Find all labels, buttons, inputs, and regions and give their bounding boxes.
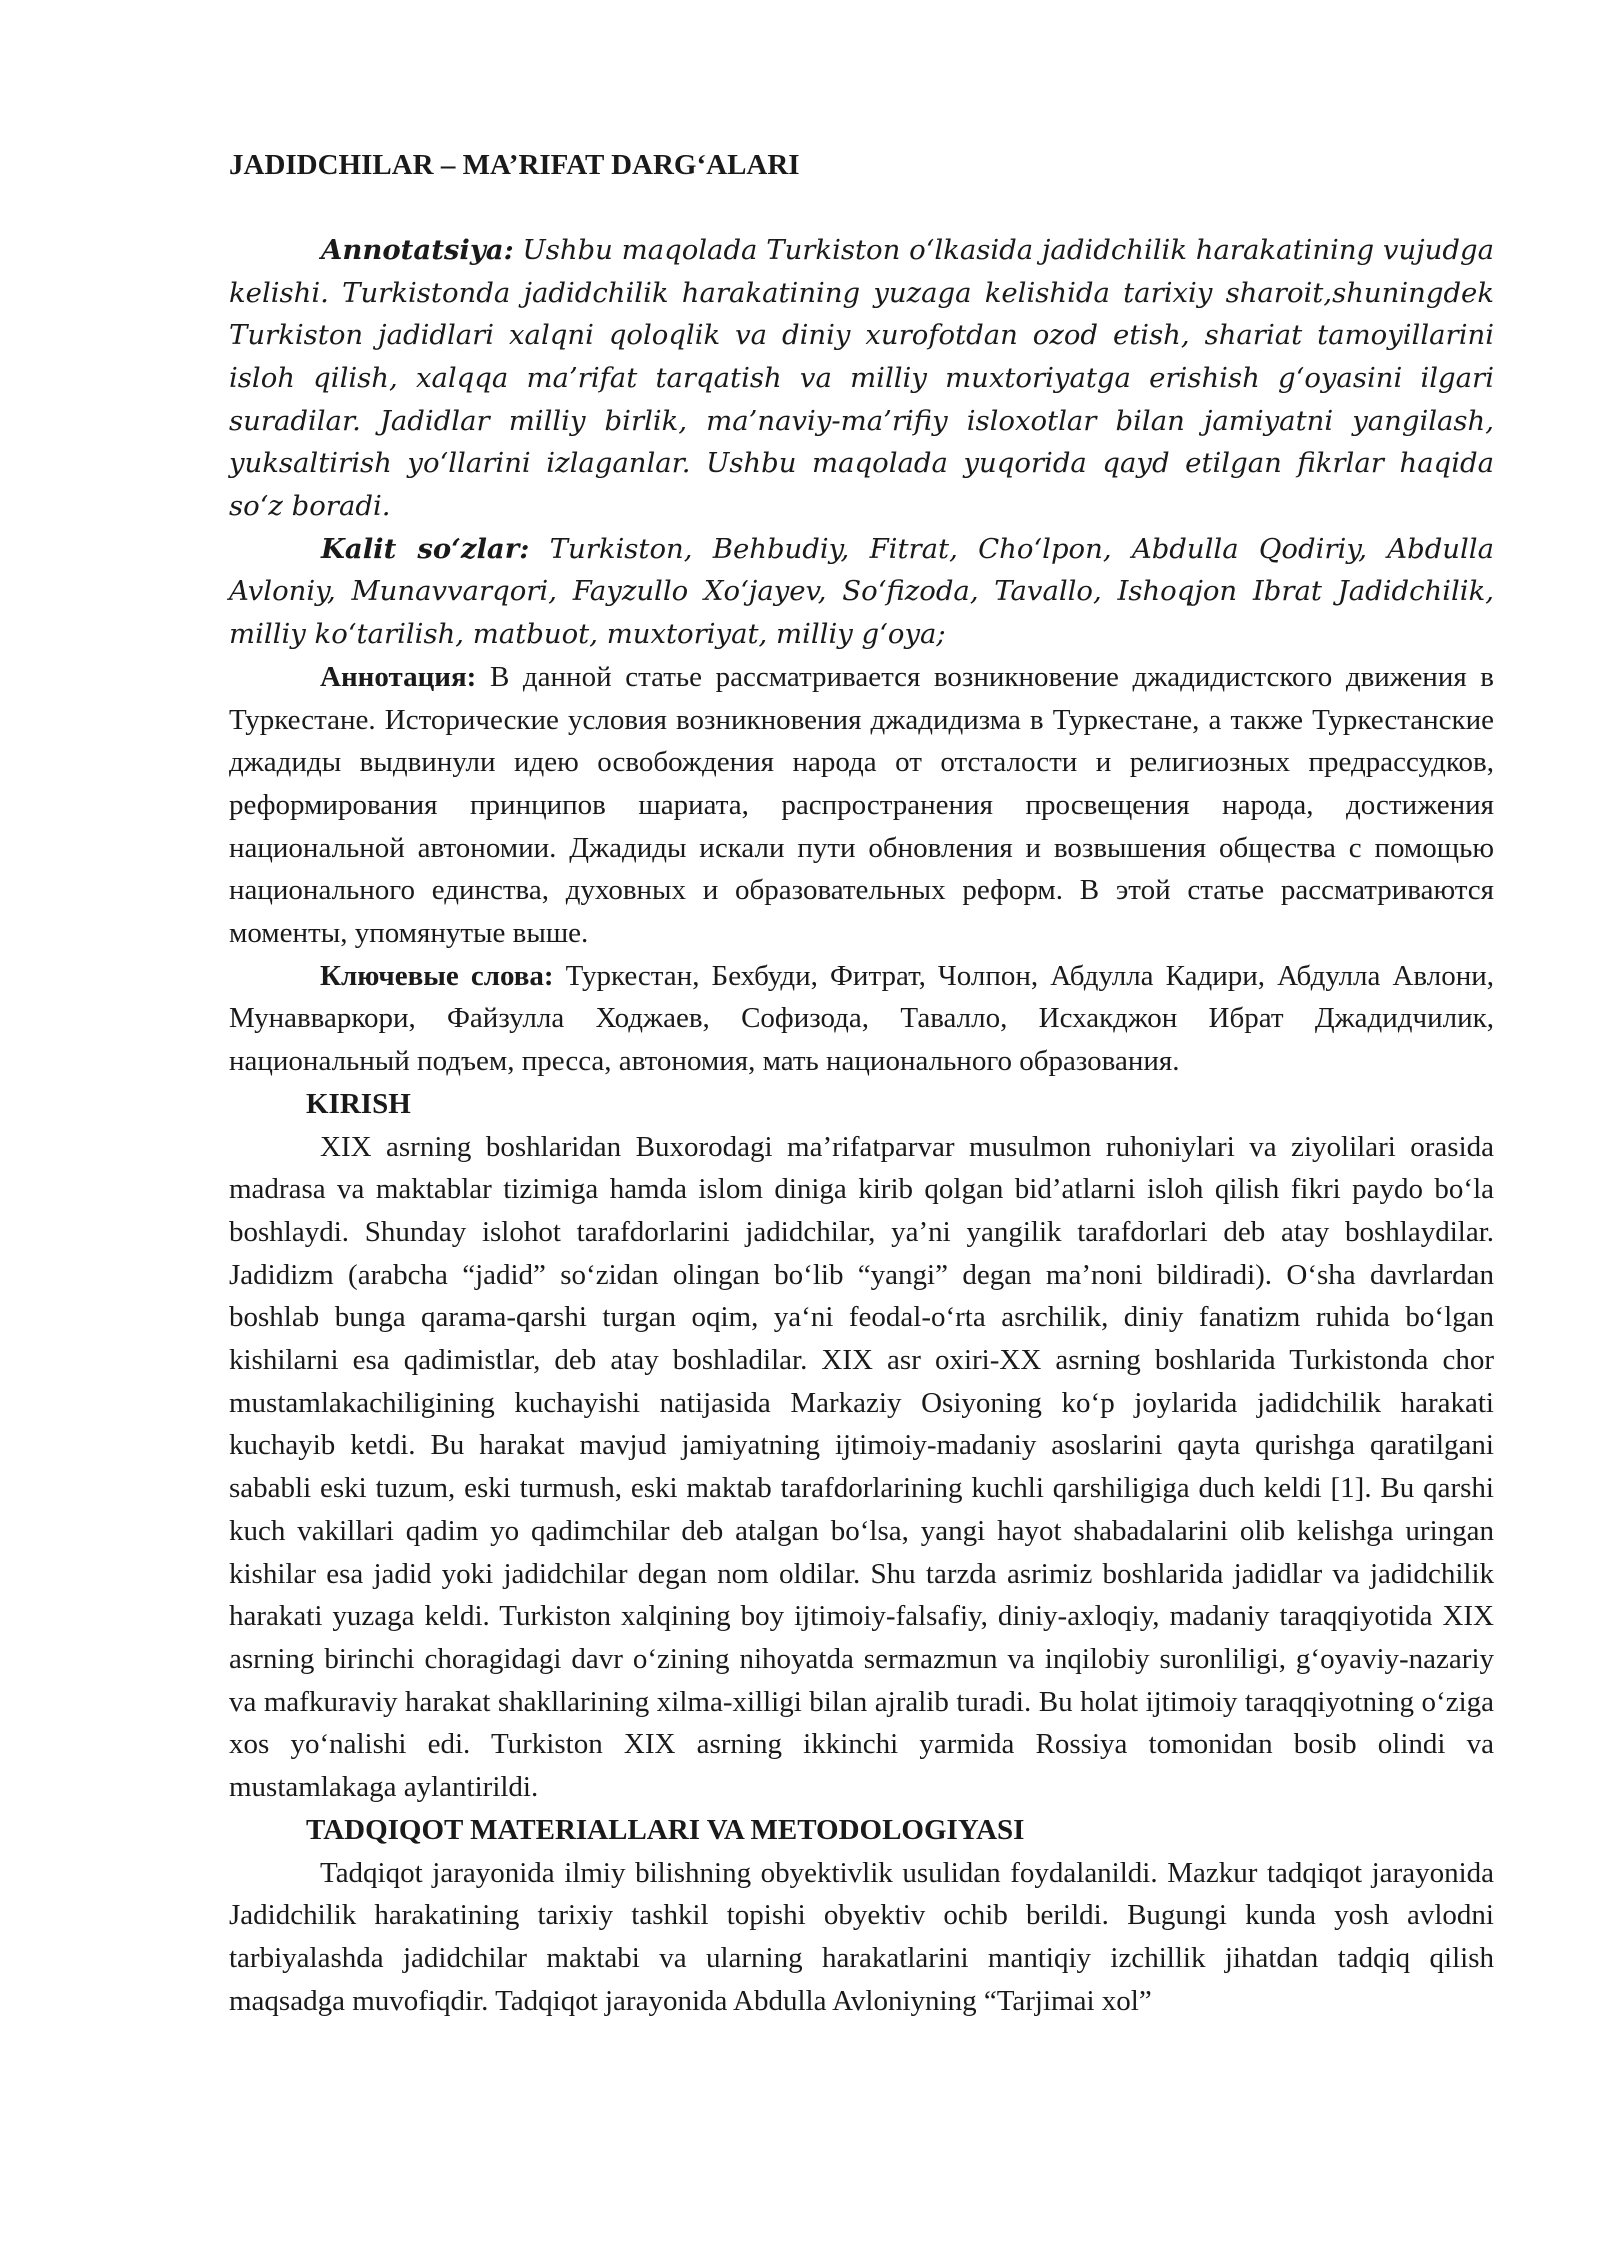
keywords-uz-label: Kalit so‘zlar: bbox=[321, 532, 530, 565]
annotation-uz-label: Annotatsiya: bbox=[321, 233, 514, 266]
document-page bbox=[229, 148, 1494, 2022]
keywords-uz-text: Turkiston, Behbudiy, Fitrat, Cho‘lpon, Abdulla Qodiriy, Abdulla Avloniy, Munavvarqori, Fayzullo Xo‘jayev, So‘fizoda, Tavallo, Ishoqjon Ibrat Jadidchilik, milliy ko‘tarilish, matbuot, muxtoriyat, milliy g‘oya; bbox=[229, 532, 1494, 651]
annotation-ru-text: В данной статье рассматривается возникновение джадидистского движения в Туркестане. Исторические условия возникновения джадидизма в Туркестане, а также Туркестанские джадиды выдвинули идею освобождения народа от отсталости и религиозных предрассудков, реформирования принципов шариата, распространения просвещения народа, достижения национальной автономии. Джадиды искали пути обновления и возвышения общества с помощью национального единства, духовных и образовательных реформ. В этой статье рассматриваются моменты, упомянутые выше. bbox=[229, 660, 1494, 950]
intro-heading: KIRISH bbox=[306, 1087, 411, 1120]
keywords-ru-label: Ключевые слова: bbox=[320, 959, 554, 992]
annotation-uz-text: Ushbu maqolada Turkiston o‘lkasida jadidchilik harakatining vujudga kelishi. Turkistonda jadidchilik harakatining yuzaga kelishida tarixiy sharoit,shuningdek Turkiston jadidlari xalqni qoloqlik va diniy xurofotdan ozod etish, shariat tamoyillarini isloh qilish, xalqqa ma’rifat tarqatish va milliy muxtoriyatga erishish g‘oyasini ilgari suradilar. Jadidlar milliy birlik, ma’naviy-ma’rifiy isloxotlar bilan jamiyatni yangilash, yuksaltirish yo‘llarini izlaganlar. Ushbu maqolada yuqorida qayd etilgan fikrlar haqida so‘z boradi. bbox=[229, 233, 1494, 523]
methods-heading: TADQIQOT MATERIALLARI VA METODOLOGIYASI bbox=[306, 1813, 1025, 1846]
document-title: JADIDCHILAR – MA’RIFAT DARG‘ALARI bbox=[229, 149, 800, 181]
annotation-uz-paragraph bbox=[229, 229, 1494, 528]
keywords-ru-paragraph bbox=[229, 955, 1494, 1083]
annotation-ru-label: Аннотация: bbox=[320, 660, 477, 693]
keywords-ru-text: Туркестан, Бехбуди, Фитрат, Чолпон, Абдулла Кадири, Абдулла Авлони, Мунавваркори, Файзулла Ходжаев, Софизода, Тавалло, Исхакджон Ибрат Джадидчилик, национальный подъем, пресса, автономия, мать национального образования. bbox=[229, 959, 1494, 1078]
annotation-ru-paragraph bbox=[229, 656, 1494, 955]
methods-paragraph: Tadqiqot jarayonida ilmiy bilishning obyektivlik usulidan foydalanildi. Mazkur tadqiqot jarayonida Jadidchilik harakatining tarixiy tashkil topishi obyektiv ochib berildi. Bugungi kunda yosh avlodni tarbiyalashda jadidchilar maktabi va ularning harakatlarini mantiqiy izchillik jihatdan tadqiq qilish maqsadga muvofiqdir. Tadqiqot jarayonida Abdulla Avloniyning “Tarjimai xol” bbox=[229, 1856, 1494, 2017]
keywords-uz-paragraph bbox=[229, 528, 1494, 656]
intro-paragraph: XIX asrning boshlaridan Buxorodagi ma’rifatparvar musulmon ruhoniylari va ziyolilari orasida madrasa va maktablar tizimiga hamda islom diniga kirib qolgan bid’atlarni isloh qilish fikri paydo bo‘la boshlaydi. Shunday islohot tarafdorlarini jadidchilar, ya’ni yangilik tarafdorlari deb atay boshlaydilar. Jadidizm (arabcha “jadid” so‘zidan olingan bo‘lib “yangi” degan ma’noni bildiradi). O‘sha davrlardan boshlab bunga qarama-qarshi turgan oqim, ya‘ni feodal-o‘rta asrchilik, diniy fanatizm ruhida bo‘lgan kishilarni esa qadimistlar, deb atay boshladilar. XIX asr oxiri-XX asrning boshlarida Turkistonda chor mustamlakachiligining kuchayishi natijasida Markaziy Osiyoning ko‘p joylarida jadidchilik harakati kuchayib ketdi. Bu harakat mavjud jamiyatning ijtimoiy-madaniy asoslarini qayta qurishga qaratilgani sababli eski tuzum, eski turmush, eski maktab tarafdorlarining kuchli qarshiligiga duch keldi [1]. Bu qarshi kuch vakillari qadim yo qadimchilar deb atalgan bo‘lsa, yangi hayot shabadalarini olib kelishga uringan kishilar esa jadid yoki jadidchilar degan nom oldilar. Shu tarzda asrimiz boshlarida jadidlar va jadidchilik harakati yuzaga keldi. Turkiston xalqining boy ijtimoiy-falsafiy, diniy-axloqiy, madaniy taraqqiyotida XIX asrning birinchi choragidagi davr o‘zining nihoyatda sermazmun va inqilobiy suronliligi, g‘oyaviy-nazariy va mafkuraviy harakat shakllarining xilma-xilligi bilan ajralib turadi. Bu holat ijtimoiy taraqqiyotning o‘ziga xos yo‘nalishi edi. Turkiston XIX asrning ikkinchi yarmida Rossiya tomonidan bosib olindi va mustamlakaga aylantirildi. bbox=[229, 1130, 1494, 1804]
